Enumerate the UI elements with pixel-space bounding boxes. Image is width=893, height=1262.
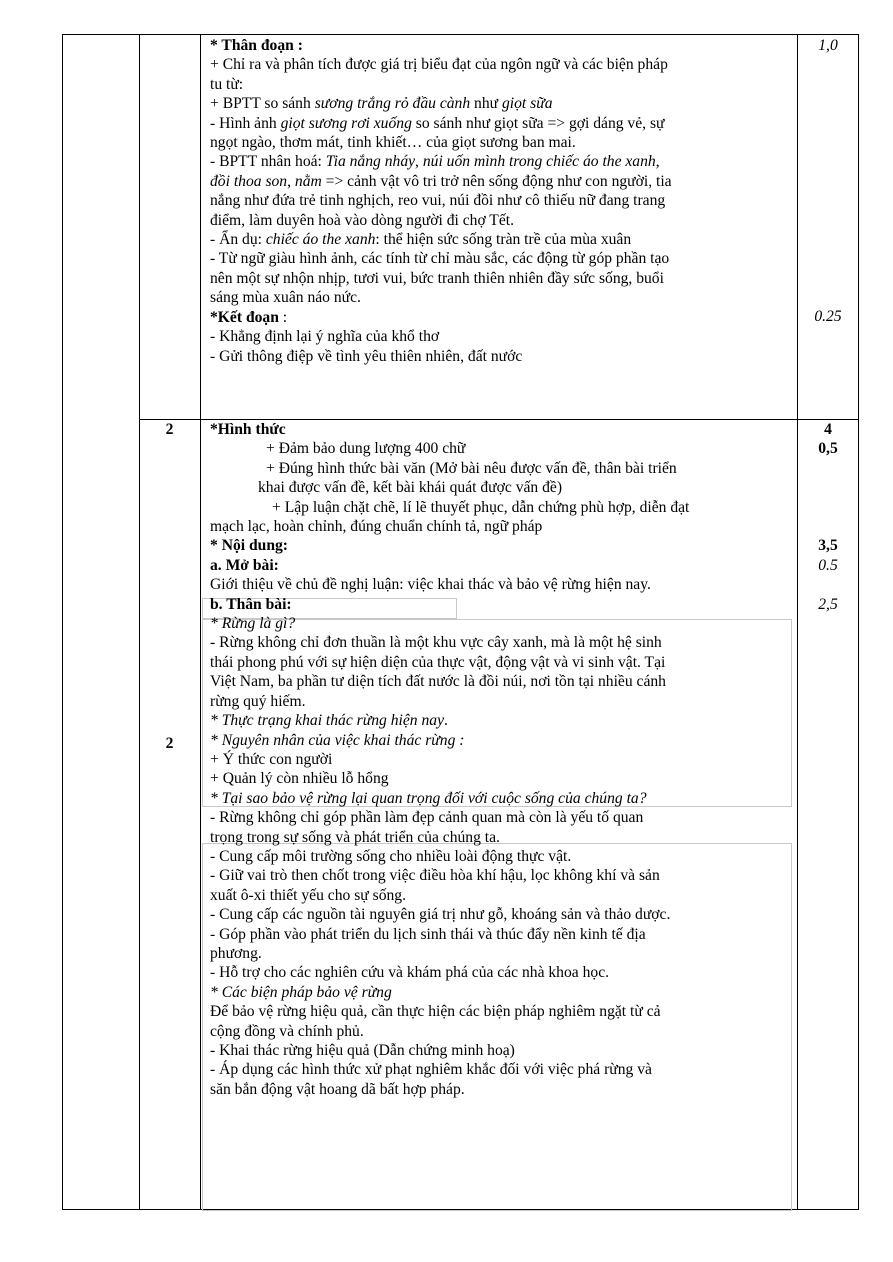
col-border-left: [62, 34, 63, 1210]
answer-line: [210, 808, 792, 827]
answer-text: *Kết đoạn: [210, 308, 279, 326]
answer-text: + Chỉ ra và phân tích được giá trị biểu đạt của ngôn ngữ và các biện pháp: [210, 56, 668, 74]
answer-text: mạch lạc, hoàn chỉnh, đúng chuẩn chính tả, ngữ pháp: [210, 518, 543, 536]
answer-text: + Quản lý còn nhiều lỗ hổng: [210, 770, 389, 788]
answer-text: khai được vấn đề, kết bài khái quát được vấn đề): [258, 479, 563, 497]
score-cell-row-2: [798, 420, 858, 614]
answer-text: - Rừng không chỉ góp phần làm đẹp cảnh quan mà còn là yếu tố quan: [210, 809, 644, 827]
answer-text: thái phong phú với sự hiện diện của thực vật, động vật và vi sinh vật. Tại: [210, 653, 666, 671]
answer-line: [210, 1002, 792, 1021]
answer-text: + Đảm bảo dung lượng 400 chữ: [266, 440, 466, 458]
answer-line: [210, 925, 792, 944]
answer-line: [210, 420, 792, 439]
answer-text: trọng trong sự sống và phát triển của chúng ta.: [210, 828, 500, 846]
answer-text: cộng đồng và chính phủ.: [210, 1022, 364, 1040]
answer-line: [210, 711, 792, 730]
answer-text: * Thực trạng khai thác rừng hiện nay: [210, 712, 444, 730]
answer-text: sương trắng rỏ đầu cành: [314, 95, 471, 113]
answer-line: [210, 288, 792, 307]
answer-line: [210, 575, 792, 594]
score-spacer: [798, 459, 858, 478]
answer-line: [210, 478, 792, 497]
answer-text: phương.: [210, 944, 262, 962]
answer-cell-row-2: [210, 420, 792, 1099]
score-spacer: [798, 133, 858, 152]
answer-text: ngọt ngào, thơm mát, tinh khiết… của giọt sương ban mai.: [210, 134, 576, 152]
score-value: 3,5: [818, 537, 838, 555]
score-value: 2,5: [818, 595, 838, 613]
answer-line: [210, 828, 792, 847]
answer-line: [210, 94, 792, 113]
col-border-question: [139, 34, 140, 1210]
score-spacer: [798, 114, 858, 133]
col-border-right: [858, 34, 859, 1210]
answer-text: - Cung cấp môi trường sống cho nhiều loài động thực vật.: [210, 847, 572, 865]
answer-line: [210, 847, 792, 866]
answer-text: + Lập luận chặt chẽ, lí lẽ thuyết phục, dẫn chứng phù hợp, diễn đạt: [272, 498, 690, 516]
answer-text: - Gửi thông điệp về tình yêu thiên nhiên, đất nước: [210, 347, 523, 365]
answer-text: * Tại sao bảo vệ rừng lại quan trọng đối với cuộc sống của chúng ta?: [210, 789, 647, 807]
score-spacer: [798, 517, 858, 536]
answer-text: nắng như đứa trẻ tinh nghịch, reo vui, núi đồi như cô thiếu nữ đang trang: [210, 192, 666, 210]
answer-text: rừng quý hiếm.: [210, 692, 306, 710]
score-spacer: [798, 152, 858, 171]
answer-line: [210, 789, 792, 808]
answer-text: - Khẳng định lại ý nghĩa của khổ thơ: [210, 328, 440, 346]
answer-line: [210, 230, 792, 249]
answer-text: - Ẩn dụ:: [210, 231, 266, 249]
answer-line: [210, 963, 792, 982]
answer-text: *Hình thức: [210, 421, 286, 438]
answer-line: [210, 944, 792, 963]
answer-text: săn bắn động vật hoang dã bất hợp pháp.: [210, 1080, 465, 1098]
answer-line: [210, 1080, 792, 1099]
answer-line: [210, 249, 792, 268]
answer-line: [210, 211, 792, 230]
answer-text: a. Mở bài:: [210, 556, 279, 574]
answer-line: [210, 191, 792, 210]
answer-line: [210, 595, 792, 614]
answer-text: đồi thoa son: [210, 172, 288, 190]
score-spacer: [798, 498, 858, 517]
answer-line: [210, 731, 792, 750]
answer-text: - Cung cấp các nguồn tài nguyên giá trị như gỗ, khoáng sản và thảo dược.: [210, 906, 671, 924]
answer-line: [210, 1060, 792, 1079]
answer-line: [210, 905, 792, 924]
answer-line: [210, 750, 792, 769]
answer-text: - Từ ngữ giàu hình ảnh, các tính từ chỉ màu sắc, các động từ góp phần tạo: [210, 250, 670, 268]
answer-line: [210, 36, 792, 55]
answer-line: [210, 327, 792, 346]
answer-line: [210, 536, 792, 555]
answer-line: [210, 269, 792, 288]
score-spacer: [798, 191, 858, 210]
answer-line: [210, 653, 792, 672]
answer-text: => cảnh vật vô tri trở nên sống động như con người, tia: [321, 172, 672, 190]
answer-text: - Hình ảnh: [210, 114, 281, 132]
answer-text: * Thân đoạn :: [210, 37, 303, 54]
score-value: 0.5: [818, 556, 838, 574]
answer-line: [210, 556, 792, 575]
answer-line: [210, 152, 792, 171]
answer-text: điểm, làm duyên hoà vào dòng người đi chợ Tết.: [210, 211, 514, 229]
score-spacer: [798, 249, 858, 268]
score-value: 0.25: [814, 308, 842, 326]
answer-text: - Khai thác rừng hiệu quả (Dẫn chứng minh hoạ): [210, 1042, 515, 1059]
answer-text: :: [278, 308, 288, 326]
answer-line: [210, 1022, 792, 1041]
col-border-item: [200, 34, 201, 1210]
item-number: 2: [165, 421, 174, 438]
score-value: 4: [824, 421, 832, 438]
answer-text: - Áp dụng các hình thức xử phạt nghiêm khắc đối với việc phá rừng và: [210, 1061, 652, 1079]
answer-text: như: [470, 95, 502, 113]
answer-text: + Ý thức con người: [210, 750, 333, 768]
answer-text: sáng mùa xuân náo nức.: [210, 289, 361, 307]
answer-text: * Rừng là gì?: [210, 615, 296, 633]
score-spacer: [798, 94, 858, 113]
score-spacer: [798, 75, 858, 94]
answer-text: + BPTT so sánh: [210, 95, 315, 113]
answer-line: [210, 498, 792, 517]
answer-text: Tia nắng nháy: [325, 153, 416, 171]
answer-line: [210, 172, 792, 191]
answer-line: [210, 459, 792, 478]
score-spacer: [798, 269, 858, 288]
score-spacer: [798, 172, 858, 191]
answer-text: b. Thân bài:: [210, 595, 292, 613]
answer-line: [210, 614, 792, 633]
answer-text: chiếc áo the xanh: [265, 231, 376, 249]
answer-text: tu từ:: [210, 75, 244, 93]
answer-text: giọt sữa: [501, 95, 553, 113]
score-spacer: [798, 575, 858, 594]
question-number: 2: [165, 735, 174, 752]
answer-text: núi uốn mình trong chiếc áo the xanh: [422, 153, 656, 171]
answer-text: - Góp phần vào phát triển du lịch sinh thái và thúc đẩy nền kinh tế địa: [210, 925, 646, 943]
answer-line: [210, 439, 792, 458]
score-spacer: [798, 211, 858, 230]
answer-text: Việt Nam, ba phần tư diện tích đất nước là đồi núi, nơi tồn tại nhiều cánh: [210, 673, 666, 691]
answer-text: xuất ô-xi thiết yếu cho sự sống.: [210, 886, 406, 904]
answer-text: - BPTT nhân hoá:: [210, 153, 326, 171]
answer-text: * Nội dung:: [210, 537, 288, 555]
table-top-border: [62, 34, 859, 35]
score-spacer: [798, 478, 858, 497]
answer-line: [210, 347, 792, 366]
answer-text: .: [444, 712, 448, 730]
answer-text: nên một sự nhộn nhịp, tươi vui, bức tranh thiên nhiên đầy sức sống, buổi: [210, 269, 664, 287]
answer-line: [210, 55, 792, 74]
answer-line: [210, 1041, 792, 1060]
answer-line: [210, 692, 792, 711]
answer-text: Để bảo vệ rừng hiệu quả, cần thực hiện các biện pháp nghiêm ngặt từ cả: [210, 1003, 661, 1021]
answer-line: [210, 633, 792, 652]
answer-text: ,: [287, 172, 295, 190]
score-value: 0,5: [818, 440, 838, 458]
answer-text: Giới thiệu về chủ đề nghị luận: việc khai thác và bảo vệ rừng hiện nay.: [210, 576, 651, 594]
answer-text: ,: [415, 153, 423, 171]
answer-text: - Rừng không chỉ đơn thuần là một khu vực cây xanh, mà là một hệ sinh: [210, 634, 662, 652]
score-spacer: [798, 288, 858, 307]
score-cell-row-1: [798, 36, 858, 327]
answer-text: ,: [655, 153, 660, 171]
answer-text: nằm: [294, 172, 322, 190]
answer-text: * Nguyên nhân của việc khai thác rừng :: [210, 731, 465, 749]
answer-text: - Giữ vai trò then chốt trong việc điều hòa khí hậu, lọc không khí và sản: [210, 867, 660, 885]
answer-text: * Các biện pháp bảo vệ rừng: [210, 983, 392, 1001]
score-spacer: [798, 55, 858, 74]
answer-line: [210, 75, 792, 94]
answer-line: [210, 517, 792, 536]
answer-line: [210, 133, 792, 152]
answer-line: [210, 672, 792, 691]
answer-text: + Đúng hình thức bài văn (Mở bài nêu được vấn đề, thân bài triển: [266, 459, 677, 477]
answer-line: [210, 308, 792, 327]
answer-text: giọt sương rơi xuống: [280, 114, 412, 132]
answer-text: : thể hiện sức sống tràn trề của mùa xuân: [375, 231, 632, 249]
answer-line: [210, 866, 792, 885]
answer-line: [210, 114, 792, 133]
score-value: 1,0: [818, 37, 838, 54]
answer-text: - Hỗ trợ cho các nghiên cứu và khám phá của các nhà khoa học.: [210, 964, 610, 982]
score-spacer: [798, 230, 858, 249]
answer-text: so sánh như giọt sữa => gợi dáng vẻ, sự: [411, 114, 665, 132]
answer-line: [210, 886, 792, 905]
answer-line: [210, 769, 792, 788]
answer-cell-row-1: [210, 36, 792, 366]
answer-line: [210, 983, 792, 1002]
